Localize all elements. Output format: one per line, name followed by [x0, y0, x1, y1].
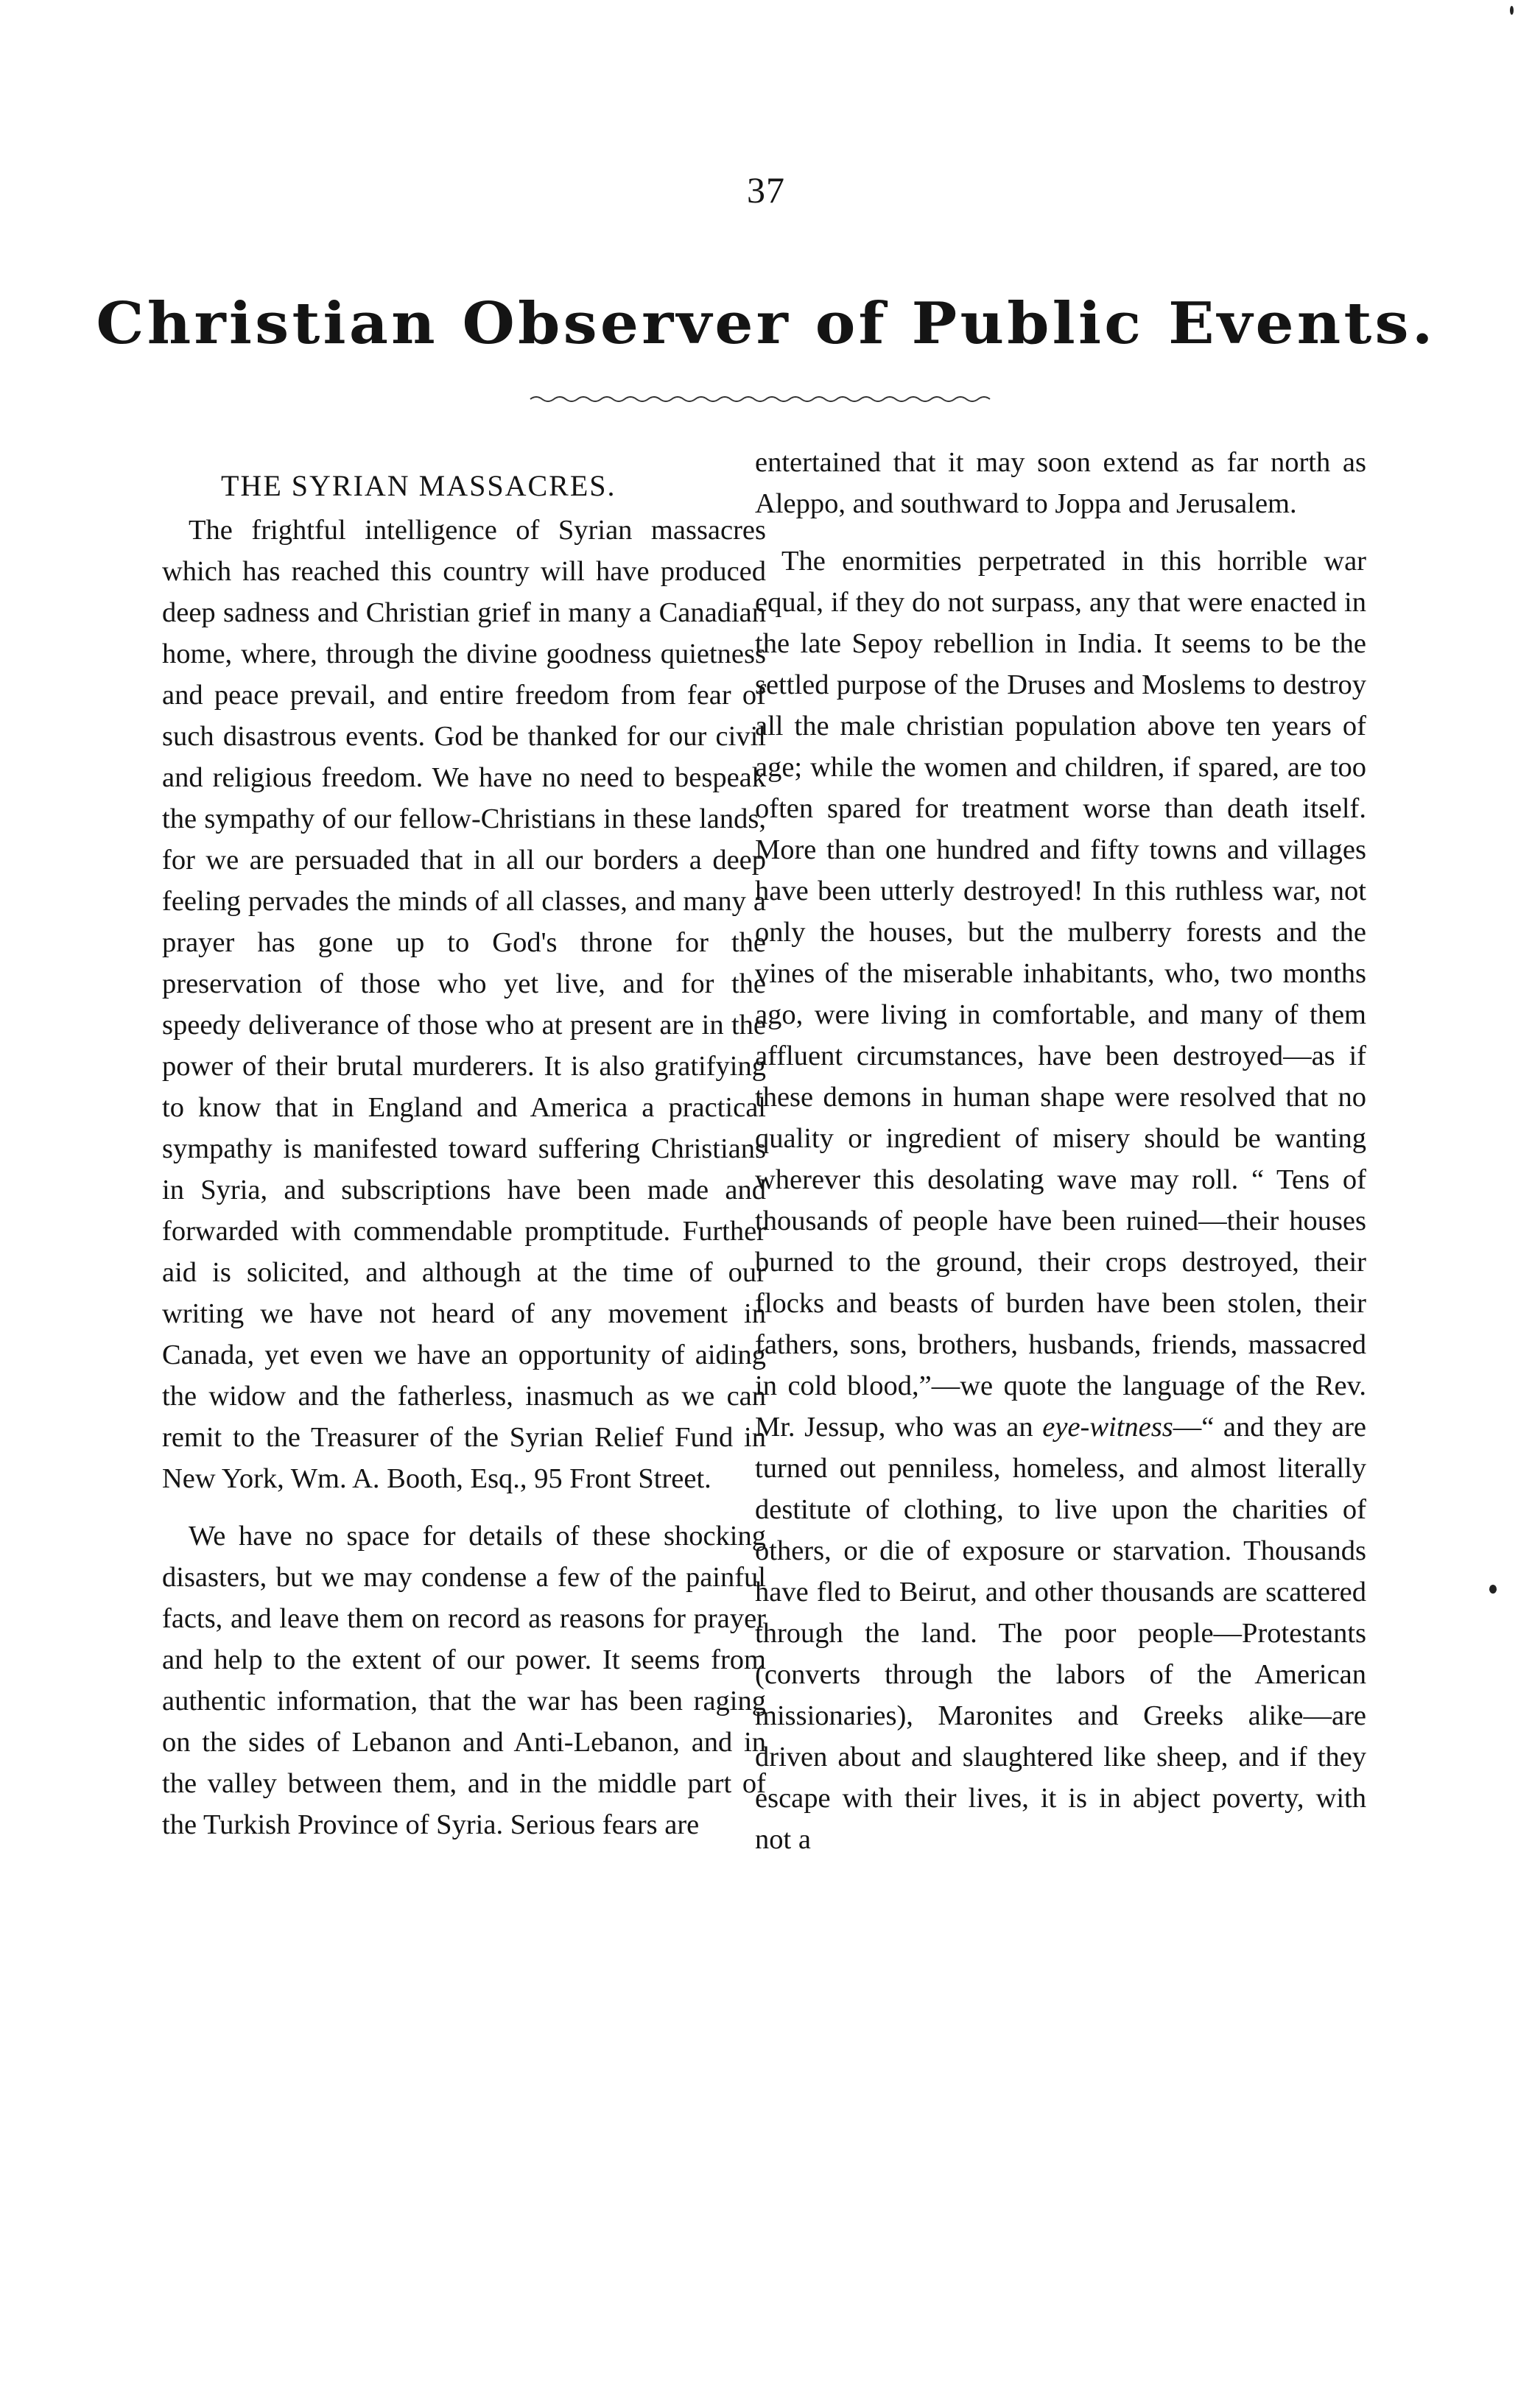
print-speck	[1510, 6, 1514, 15]
article-paragraph: The frightful intelligence of Syrian massacres which has reached this country will have produced deep sadness and Christian grief in many a Canadian home, where, through the divine goodness quietness and peace prevail, and entire freedom from fear of such disastrous events. God be thanked for our civil and religious freedom. We have no need to bespeak the sympathy of our fellow-Christians in these lands, for we are persuaded that in all our borders a deep feeling pervades the minds of all classes, and many a prayer has gone up to God's throne for the preservation of those who yet live, and for the speedy deliverance of those who at present are in the power of their brutal murderers. It is also gratifying to know that in England and America a practical sympathy is manifested toward suffering Christians in Syria, and subscriptions have been made and forwarded with commendable promptitude. Further aid is solicited, and although at the time of our writing we have not heard of any movement in Canada, yet even we have an opportunity of aiding the widow and the fatherless, inasmuch as we can remit to the Treasurer of the Syrian Relief Fund in New York, Wm. A. Booth, Esq., 95 Front Street.	[162, 515, 766, 1494]
print-speck	[1489, 1585, 1497, 1594]
emphasized-text: eye-witness	[1042, 1412, 1173, 1443]
page-number: 37	[747, 169, 785, 211]
article-paragraph-continuation: entertained that it may soon extend as far north as Aleppo, and southward to Joppa and Jerusalem.	[755, 447, 1366, 519]
article-paragraph: We have no space for details of these shocking disasters, but we may condense a few of the painful facts, and leave them on record as reasons for prayer and help to the extent of our power. It seems from authentic information, that the war has been raging on the sides of Lebanon and Anti-Lebanon, and in the valley between them, and in the middle part of the Turkish Province of Syria. Serious fears are	[162, 1521, 766, 1840]
right-column	[755, 442, 1366, 1860]
masthead-title: Christian Observer of Public Events.	[96, 290, 1436, 357]
paragraph-text: —“ and they are turned out penniless, homeless, and almost literally destitute of clothing, to live upon the charities of others, or die of exposure or starvation. Thousands have fled to Beirut, and other thousands are scattered through the land. The poor people—Protestants (converts through the labors of the American missionaries), Maronites and Greeks alike—are driven about and slaughtered like sheep, and if they escape with their lives, it is in abject poverty, with not a	[755, 1412, 1367, 1855]
paragraph-text: The enormities perpetrated in this horrible war equal, if they do not surpass, any that were enacted in the late Sepoy rebellion in India. It seems to be the settled purpose of the Druses and Moslems to destroy all the male christian population above ten years of age; while the women and children, if spared, are too often spared for treatment worse than death itself. More than one hundred and fifty towns and villages have been utterly destroyed! In this ruthless war, not only the houses, but the mulberry forests and the vines of the miserable inhabitants, who, two months ago, were living in comfortable, and many of them affluent circumstances, have been destroyed—as if these demons in human shape were resolved that no quality or ingredient of misery should be wanting wherever this desolating wave may roll. “ Tens of thousands of people have been ruined—their houses burned to the ground, their crops destroyed, their flocks and beasts of burden have been stolen, their fathers, sons, brothers, husbands, friends, massacred in cold blood,”—we quote the language of the Rev. Mr. Jessup, who was an	[755, 546, 1366, 1443]
left-column	[162, 465, 766, 1845]
decorative-rule	[523, 389, 994, 409]
article-heading: THE SYRIAN MASSACRES.	[221, 469, 616, 502]
article-paragraph	[755, 541, 1366, 1860]
